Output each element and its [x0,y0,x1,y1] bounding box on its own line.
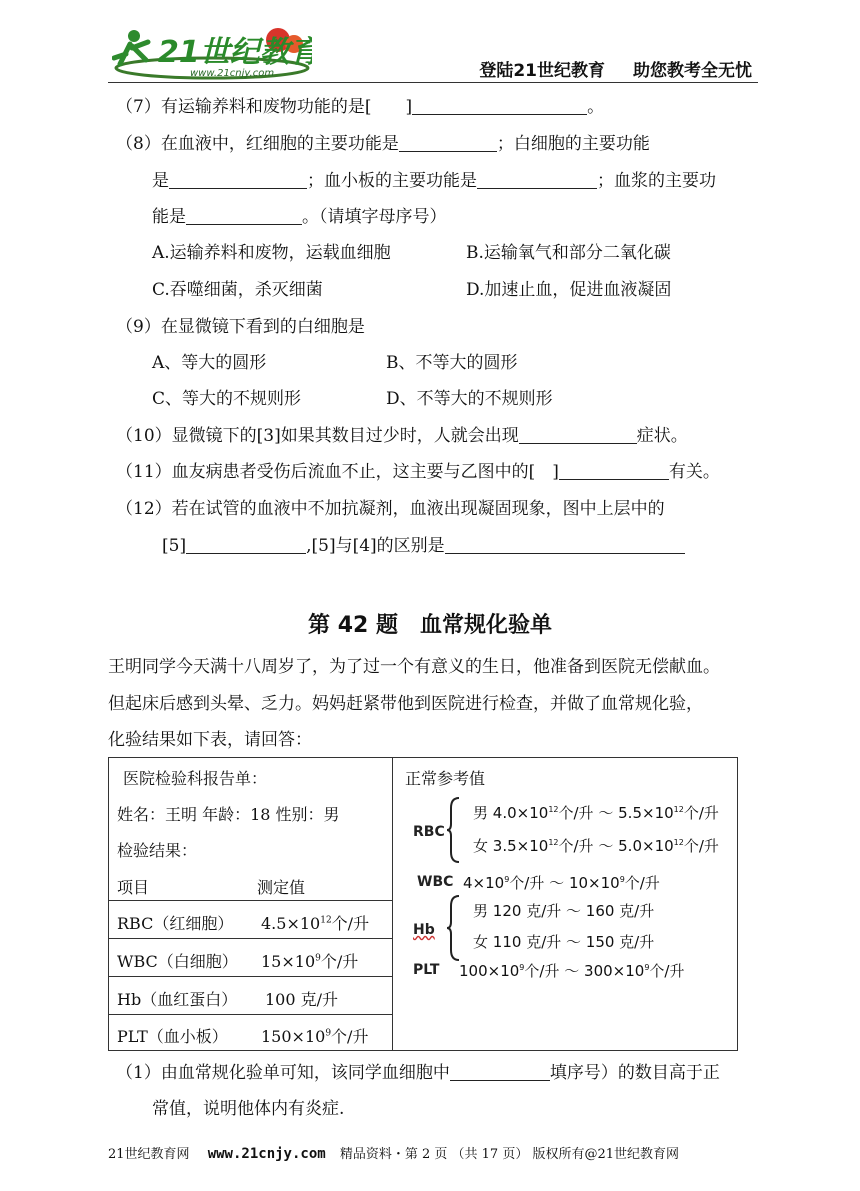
answer-blank[interactable] [412,98,587,115]
wbc-label: WBC [417,874,454,890]
question-8-line-1: （8）在血液中，红细胞的主要功能是 ；白细胞的主要功能 [116,134,650,154]
report-title: 医院检验科报告单： [123,769,268,788]
question-12-line-1: （12）若在试管的血液中不加抗凝剂，血液出现凝固现象，图中上层中的 [116,499,665,519]
table-row-value: $150\times 10^9$个/升 [261,1027,369,1046]
intro-line: 化验结果如下表，请回答： [108,730,312,750]
answer-blank[interactable] [519,427,637,444]
section-title: 第 42 题 血常规化验单 [308,613,552,638]
answer-blank[interactable] [186,537,306,554]
result-label: 检验结果： [117,841,198,860]
svg-text:www.21cnjy.com: www.21cnjy.com [190,68,275,79]
option-c: C、等大的不规则形 [152,389,302,409]
brace-icon [447,894,461,962]
question-7: （7）有运输养料和废物功能的是[ ] 。 [116,97,605,117]
question-9: （9）在显微镜下看到的白细胞是 [116,317,365,337]
rbc-male-range: 男 $4.0\times 10^{12}$个/升 ～ $5.5\times 10^{12}$个/升 [473,804,719,822]
table-row-value: $4.5\times 10^{12}$个/升 [261,914,370,933]
question-8-line-2: 是 ；血小板的主要功能是 ；血浆的主要功 [152,171,716,191]
rbc-label: RBC [413,824,445,840]
option-d: D.加速止血，促进血液凝固 [466,280,672,300]
answer-blank[interactable] [559,463,669,480]
reference-title: 正常参考值 [405,769,486,788]
lab-report-table [108,757,738,1051]
followup-question-1: （1）由血常规化验单可知，该同学血细胞中 填序号）的数目高于正 [116,1063,720,1083]
table-row-item: RBC（红细胞） [117,914,234,933]
option-b: B.运输氧气和部分二氧化碳 [466,243,671,263]
rbc-female-range: 女 $3.5\times 10^{12}$个/升 ～ $5.0\times 10^{12}$个/升 [473,837,719,855]
hb-label: Hb [413,922,435,938]
answer-blank[interactable] [477,172,597,189]
table-row-item: PLT（血小板） [117,1027,228,1046]
footer-url[interactable]: www.21cnjy.com [207,1146,326,1162]
answer-blank[interactable] [169,172,307,189]
question-8-line-3: 能是 。（请填字母序号） [152,207,447,227]
answer-blank[interactable] [445,537,685,554]
intro-line: 王明同学今天满十八周岁了，为了过一个有意义的生日，他准备到医院无偿献血。 [108,657,720,677]
table-row-value: $15\times 10^9$个/升 [261,952,359,971]
hb-male-range: 男 120 克/升 ～ 160 克/升 [473,902,655,920]
table-row-item: Hb（血红蛋白） [117,990,238,1009]
plt-range: $100\times 10^9$个/升 ～ $300\times 10^9$个/升 [459,962,685,980]
option-d: D、不等大的不规则形 [386,389,553,409]
answer-blank[interactable] [399,135,497,152]
header-divider [108,82,758,83]
logo-text: 21世纪教育 [158,35,312,70]
logo-runner-icon [112,20,312,82]
site-logo [112,20,312,82]
plt-label: PLT [413,962,440,978]
page-footer: 21世纪教育网 www.21cnjy.com 精品资料・第 2 页 （共 17 页） 版权所有@21世纪教育网 [108,1146,679,1162]
brace-icon [447,796,461,864]
intro-line: 但起床后感到头晕、乏力。妈妈赶紧带他到医院进行检查，并做了血常规化验， [108,694,703,714]
option-b: B、不等大的圆形 [386,353,518,373]
table-row-item: WBC（白细胞） [117,952,238,971]
question-11: （11）血友病患者受伤后流血不止，这主要与乙图中的[ ] 有关。 [116,462,720,482]
wbc-range: $4\times 10^9$个/升 ～ $10\times 10^9$个/升 [463,874,660,892]
answer-blank[interactable] [186,208,302,225]
option-a: A、等大的圆形 [152,353,267,373]
followup-question-1-line-2: 常值，说明他体内有炎症. [152,1099,345,1119]
question-12-line-2: [5] ,[5]与[4]的区别是 [162,535,685,557]
question-10: （10）显微镜下的[3]如果其数目过少时，人就会出现 症状。 [116,426,688,446]
hb-female-range: 女 110 克/升 ～ 150 克/升 [473,933,655,951]
option-a: A.运输养料和废物，运载血细胞 [152,243,391,263]
table-divider [392,758,393,1050]
answer-blank[interactable] [450,1064,550,1081]
column-item: 项目 [117,878,150,897]
table-row-value: 100 克/升 [265,990,339,1009]
header-slogan: 登陆21世纪教育 助您教考全无忧 [479,61,752,81]
column-value: 测定值 [257,878,306,897]
option-c: C.吞噬细菌，杀灭细菌 [152,280,323,300]
patient-info: 姓名：王明 年龄：18 性别：男 [117,805,340,824]
